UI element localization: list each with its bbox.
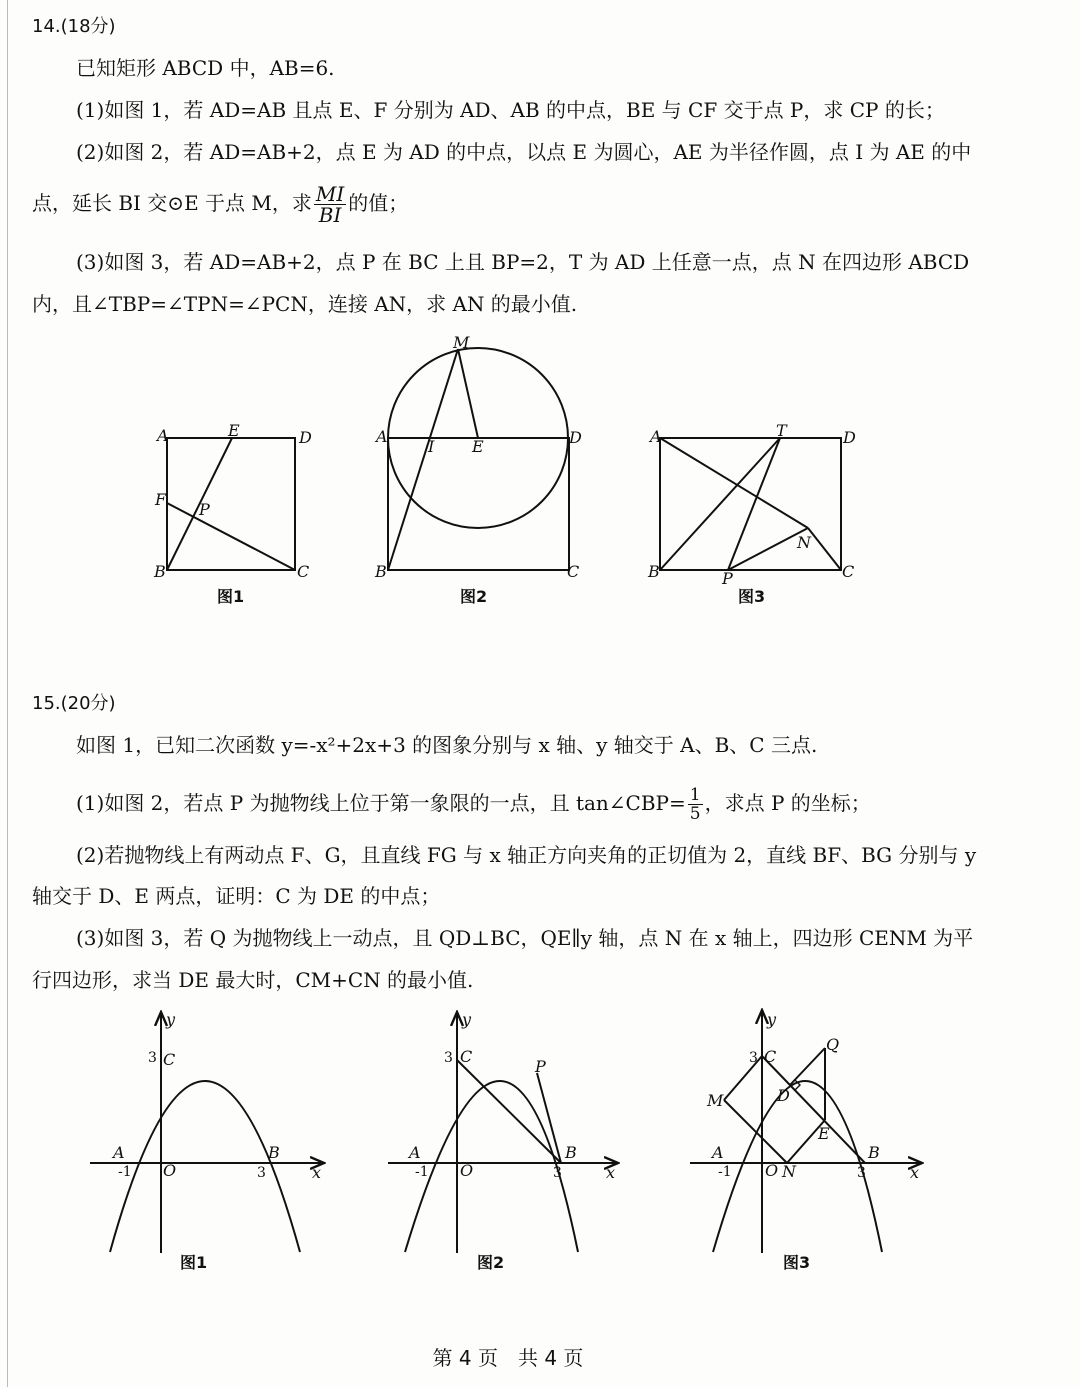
q14-part2-line2 xyxy=(32,184,408,225)
fig3-label-a: A xyxy=(650,427,662,446)
graph3-label-c: C xyxy=(764,1047,777,1066)
fig1-label-a: A xyxy=(157,426,169,445)
fig3-label-d: D xyxy=(843,428,856,447)
q14-header: 14.(18分) xyxy=(32,16,116,37)
graph1-tick-3-y: 3 xyxy=(148,1050,157,1066)
q14-part3-line2: 内，且∠TBP=∠TPN=∠PCN，连接 AN，求 AN 的最小值. xyxy=(32,292,578,316)
graph2-label-p: P xyxy=(535,1057,546,1076)
graph2-tick-3-x: 3 xyxy=(553,1165,562,1181)
fig2-line-bm xyxy=(388,349,458,570)
fig2-label-c: C xyxy=(567,562,580,581)
q15-part1-pre: (1)如图 2，若点 P 为抛物线上位于第一象限的一点，且 tan∠CBP= xyxy=(76,791,686,815)
graph3-caption: 图3 xyxy=(783,1253,811,1272)
fraction-numerator: 1 xyxy=(689,785,701,805)
graph3-label-m: M xyxy=(707,1091,724,1110)
fig2-label-b: B xyxy=(375,562,387,581)
graph3-tick-neg1: -1 xyxy=(718,1164,732,1180)
q15-figures xyxy=(0,1005,1080,1280)
fig3-line-bt xyxy=(660,438,780,570)
fig3-line-nc xyxy=(808,528,841,570)
q14-part2-post: 的值； xyxy=(348,191,409,215)
graph3-label-n: N xyxy=(782,1162,796,1181)
q15-header: 15.(20分) xyxy=(32,693,116,714)
q14-part2-pre: 点，延长 BI 交⊙E 于点 M，求 xyxy=(32,191,312,215)
graph3-label-d: D xyxy=(777,1086,790,1105)
fig3-label-n: N xyxy=(797,533,811,552)
mi-bi-fraction xyxy=(314,184,346,225)
fig1-label-c: C xyxy=(297,562,310,581)
fig3-label-p: P xyxy=(722,569,733,588)
q15-part1 xyxy=(76,786,871,823)
fig1-label-d: D xyxy=(299,428,312,447)
fraction-numerator: MI xyxy=(315,182,345,206)
fig2-label-a: A xyxy=(376,427,388,446)
fig3-rectangle xyxy=(660,438,841,570)
graph1-caption: 图1 xyxy=(180,1253,208,1272)
fig2-caption: 图2 xyxy=(460,587,488,606)
fig3-line-an xyxy=(660,438,808,528)
graph1-label-y: y xyxy=(166,1010,176,1029)
fig1-label-f: F xyxy=(155,490,167,509)
graph3-label-b: B xyxy=(868,1143,880,1162)
fig2-label-e: E xyxy=(472,437,484,456)
fig3-label-t: T xyxy=(776,421,787,440)
fig2-label-i: I xyxy=(428,437,435,456)
q15-part3-line2: 行四边形，求当 DE 最大时，CM+CN 的最小值. xyxy=(32,968,474,992)
graph2-label-b: B xyxy=(565,1143,577,1162)
graph2-label-y: y xyxy=(462,1010,472,1029)
graph2-caption: 图2 xyxy=(477,1253,505,1272)
fig1-label-p: P xyxy=(199,500,210,519)
q14-part2-line1: (2)如图 2，若 AD=AB+2，点 E 为 AD 的中点，以点 E 为圆心，AE 为半径作圆，点 I 为 AE 的中 xyxy=(76,140,972,164)
fraction-denominator: 5 xyxy=(689,804,701,824)
fig1-label-e: E xyxy=(228,421,240,440)
fig3-label-b: B xyxy=(648,562,660,581)
fig2-label-d: D xyxy=(569,428,582,447)
graph2-label-c: C xyxy=(460,1047,473,1066)
graph3-line-qd xyxy=(790,1048,825,1085)
graph2-label-o: O xyxy=(460,1161,474,1180)
q14-part3-line1: (3)如图 3，若 AD=AB+2，点 P 在 BC 上且 BP=2，T 为 AD 上任意一点，点 N 在四边形 ABCD xyxy=(76,250,970,274)
graph1-label-o: O xyxy=(163,1161,177,1180)
q14-intro: 已知矩形 ABCD 中，AB=6. xyxy=(76,56,335,80)
graph2-label-a: A xyxy=(409,1143,421,1162)
graph3-label-x: x xyxy=(910,1163,920,1182)
q15-part2-line1: (2)若抛物线上有两动点 F、G，且直线 FG 与 x 轴正方向夹角的正切值为 2，直线 BF、BG 分别与 y xyxy=(76,843,977,867)
graph3-label-q: Q xyxy=(826,1035,840,1054)
graph3-label-e: E xyxy=(818,1124,830,1143)
graph1-parabola xyxy=(110,1081,300,1252)
graph2-line-pb xyxy=(537,1073,561,1163)
graph3-label-y: y xyxy=(767,1010,777,1029)
graph3-label-a: A xyxy=(712,1143,724,1162)
graph1-label-b: B xyxy=(268,1143,280,1162)
fig2-label-m: M xyxy=(453,333,470,352)
graph2-tick-3-y: 3 xyxy=(444,1050,453,1066)
fig3-line-pn xyxy=(728,528,808,570)
graph3-line-cb xyxy=(762,1056,865,1163)
fig3-line-pt xyxy=(728,438,780,570)
fig1-label-b: B xyxy=(154,562,166,581)
fig1-line-cf xyxy=(167,503,295,570)
q15-intro: 如图 1，已知二次函数 y=-x²+2x+3 的图象分别与 x 轴、y 轴交于 A、B、C 三点. xyxy=(76,733,818,757)
q14-part1: (1)如图 1，若 AD=AB 且点 E、F 分别为 AD、AB 的中点，BE 与 CF 交于点 P，求 CP 的长； xyxy=(76,98,945,122)
fig1-square xyxy=(167,438,295,570)
fraction-denominator: BI xyxy=(318,203,342,227)
graph3-label-o: O xyxy=(765,1161,779,1180)
graph2-label-x: x xyxy=(606,1163,616,1182)
graph2-tick-neg1: -1 xyxy=(415,1164,429,1180)
q15-part3-line1: (3)如图 3，若 Q 为抛物线上一动点，且 QD⊥BC，QE∥y 轴，点 N 在 x 轴上，四边形 CENM 为平 xyxy=(76,926,974,950)
graph1-label-c: C xyxy=(163,1050,176,1069)
fig3-caption: 图3 xyxy=(738,587,766,606)
q15-part2-line2: 轴交于 D、E 两点，证明：C 为 DE 的中点； xyxy=(32,884,441,908)
graph1-label-a: A xyxy=(113,1143,125,1162)
graph3-tick-3-y: 3 xyxy=(749,1050,758,1066)
fig2-rectangle xyxy=(388,438,569,570)
graph3-tick-3-x: 3 xyxy=(857,1165,866,1181)
graph1-tick-3-x: 3 xyxy=(257,1165,266,1181)
graph1-label-x: x xyxy=(312,1163,322,1182)
q14-figures xyxy=(0,330,1080,615)
graph1-tick-neg1: -1 xyxy=(118,1164,132,1180)
fig1-caption: 图1 xyxy=(217,587,245,606)
page-footer: 第 4 页 共 4 页 xyxy=(432,1346,584,1370)
tan-fraction xyxy=(688,786,703,823)
q15-part1-post: ，求点 P 的坐标； xyxy=(704,791,871,815)
graph3-line-mn xyxy=(724,1100,787,1163)
fig3-label-c: C xyxy=(842,562,855,581)
fig2-line-me xyxy=(458,349,478,438)
